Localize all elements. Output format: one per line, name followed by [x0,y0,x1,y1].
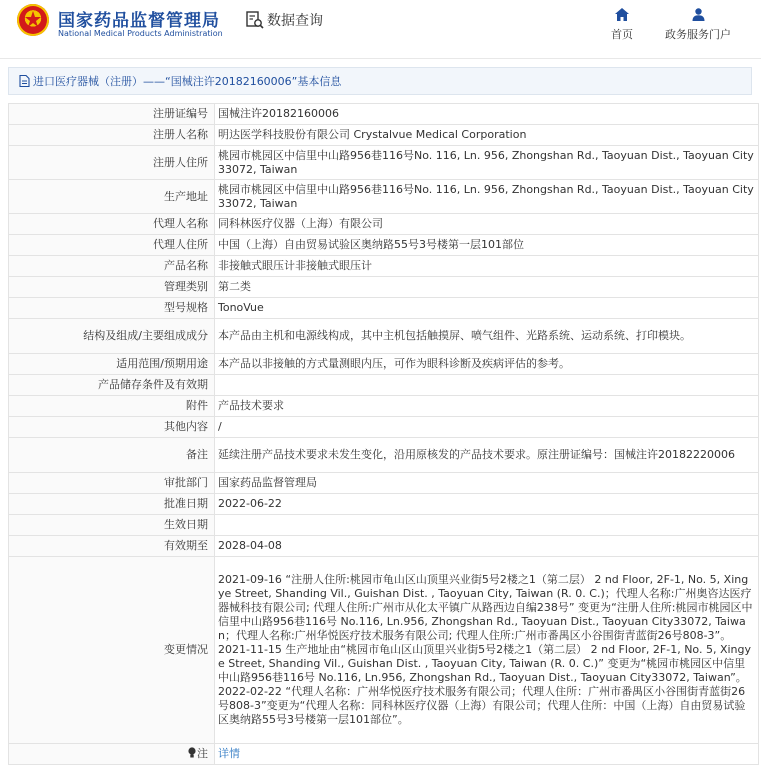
field-label: 备注 [9,438,215,473]
registrant-address-value: 桃园市桃园区中信里中山路956巷116号No. 116, Ln. 956, Zhongshan Rd., Taoyuan Dist., Taoyuan City 33072, Taiwan [215,146,759,180]
effective-date-value [215,515,759,536]
field-label: 注 [197,747,208,760]
table-row [9,557,759,744]
user-icon [692,8,705,21]
table-row [9,319,759,354]
table-row [9,214,759,235]
agent-value: 同科林医疗仪器（上海）有限公司 [215,214,759,235]
table-row [9,417,759,438]
national-emblem-logo [17,4,49,36]
brand-subtitle: National Medical Products Administration [58,29,223,38]
nav-home-label: 首页 [611,28,633,41]
field-label: 型号规格 [9,298,215,319]
star-icon [25,11,41,27]
other-value: / [215,417,759,438]
data-search-icon [246,11,264,29]
detail-table [8,103,759,765]
table-row [9,744,759,765]
table-row [9,473,759,494]
field-label: 产品储存条件及有效期 [9,375,215,396]
field-label: 注册人名称 [9,125,215,146]
approval-dept-value: 国家药品监督管理局 [215,473,759,494]
nav-service-portal-label: 政务服务门户 [665,28,731,41]
brand-title: 国家药品监督管理局 [58,11,220,31]
table-row [9,277,759,298]
table-row [9,494,759,515]
approval-date-value: 2022-06-22 [215,494,759,515]
structure-value: 本产品由主机和电源线构成，其中主机包括触摸屏、喷气组件、光路系统、运动系统、打印模块。 [215,319,759,354]
site-header [0,0,761,59]
field-label: 生产地址 [9,180,215,214]
data-query-link[interactable] [246,10,323,30]
document-icon [19,75,30,87]
field-label: 其他内容 [9,417,215,438]
table-row [9,235,759,256]
field-label: 结构及组成/主要组成成分 [9,319,215,354]
scope-value: 本产品以非接触的方式量测眼内压，可作为眼科诊断及疾病评估的参考。 [215,354,759,375]
field-label: 批准日期 [9,494,215,515]
field-label: 代理人住所 [9,235,215,256]
appendix-value: 产品技术要求 [215,396,759,417]
field-label: 管理类别 [9,277,215,298]
table-row [9,256,759,277]
changes-value: 2021-09-16 “注册人住所:桃园市龟山区山顶里兴业街5号2楼之1（第二层） 2 nd Floor, 2F-1, No. 5, Xingye Street, Shanding Vil., Guishan Dist. , Taoyuan City, Taiwan (R. 0. C.)；代理人名称:广州奥咨达医疗器械科技有限公司; 代理人住所:广州市从化太平镇广从路西边自编238号” 变更为“注册人住所:桃园市桃园区中信里中山路956巷116号 No.116, Ln.956, Zhongshan Rd., Taoyuan Dist., Taoyuan City33072, Taiwan；代理人名称:广州华悦医疗技术服务有限公司; 代理人住所:广州市番禺区小谷围街青蓝街26号808-3”。 2021-11-15 生产地址由“桃园市龟山区山顶里兴业街5号2楼之1（第二层） 2 nd Floor, 2F-1, No. 5, Xingye Street, Shanding Vil., Guishan Dist. , Taoyuan City, Taiwan (R. 0. C.)” 变更为“桃园市桃园区中信里中山路956巷116号 No.116, Ln.956, Zhongshan Rd., Taoyuan Dist., Taoyuan City33072, Taiwan”。 2022-02-22 “代理人名称：广州华悦医疗技术服务有限公司；代理人住所：广州市番禺区小谷围街青蓝街26号808-3”变更为“代理人名称：同科林医疗仪器（上海）有限公司；代理人住所：中国（上海）自由贸易试验区奥纳路55号3号楼第一层101部位”。 [215,557,759,744]
table-row [9,104,759,125]
table-row [9,180,759,214]
field-label: 有效期至 [9,536,215,557]
details-link[interactable]: 详情 [218,747,240,760]
home-icon [615,8,629,21]
field-label: 注册人住所 [9,146,215,180]
product-name-value: 非接触式眼压计非接触式眼压计 [215,256,759,277]
note-value-cell [215,744,759,765]
table-row [9,396,759,417]
field-label: 产品名称 [9,256,215,277]
note-label-cell [9,744,215,765]
field-label: 适用范围/预期用途 [9,354,215,375]
field-label: 附件 [9,396,215,417]
breadcrumb [8,67,752,95]
expiry-date-value: 2028-04-08 [215,536,759,557]
table-row [9,375,759,396]
table-row [9,515,759,536]
nav-service-portal-button[interactable] [656,6,740,42]
production-address-value: 桃园市桃园区中信里中山路956巷116号No. 116, Ln. 956, Zhongshan Rd., Taoyuan Dist., Taoyuan City 33072, Taiwan [215,180,759,214]
table-row [9,125,759,146]
data-query-label: 数据查询 [267,13,323,29]
field-label: 注册证编号 [9,104,215,125]
field-label: 审批部门 [9,473,215,494]
nav-home-button[interactable] [605,6,639,42]
table-row [9,536,759,557]
table-row [9,146,759,180]
storage-value [215,375,759,396]
registrant-value: 明达医学科技股份有限公司 Crystalvue Medical Corporation [215,125,759,146]
field-label: 生效日期 [9,515,215,536]
field-label: 变更情况 [9,557,215,744]
breadcrumb-text: 进口医疗器械（注册）——“国械注许20182160006”基本信息 [33,75,342,88]
table-row [9,354,759,375]
field-label: 代理人名称 [9,214,215,235]
table-row [9,298,759,319]
agent-address-value: 中国（上海）自由贸易试验区奥纳路55号3号楼第一层101部位 [215,235,759,256]
model-value: TonoVue [215,298,759,319]
bulb-icon [188,747,196,758]
remark-value: 延续注册产品技术要求未发生变化，沿用原核发的产品技术要求。原注册证编号：国械注许20182220006 [215,438,759,473]
table-row [9,438,759,473]
category-value: 第二类 [215,277,759,298]
reg-no-value: 国械注许20182160006 [215,104,759,125]
